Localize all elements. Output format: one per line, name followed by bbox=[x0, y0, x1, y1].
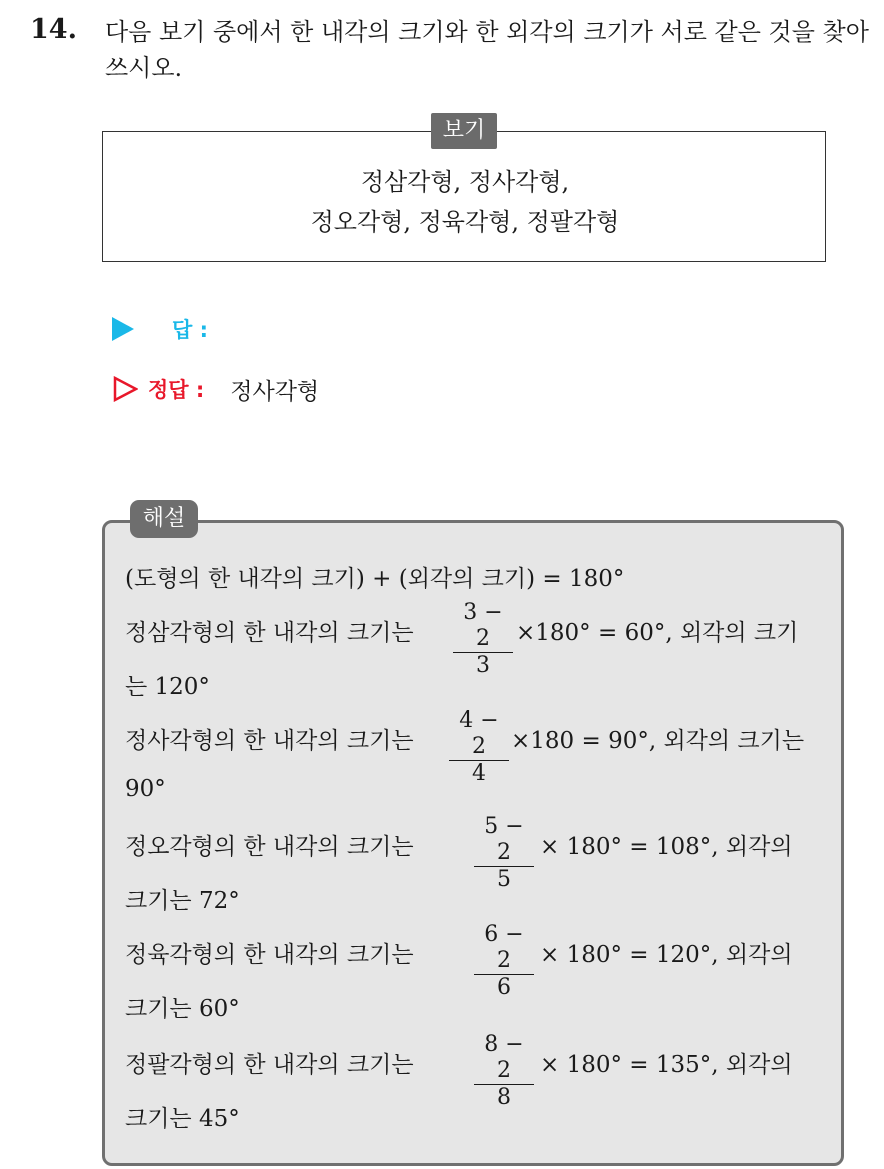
pentagon-continuation: 크기는 72° bbox=[125, 888, 240, 914]
fraction-denominator: 4 bbox=[449, 760, 509, 787]
bogi-label: 보기 bbox=[431, 113, 497, 149]
fraction-numerator: 8 − 2 bbox=[484, 1032, 524, 1083]
question-text: 다음 보기 중에서 한 내각의 크기와 한 외각의 크기가 서로 같은 것을 찾아 쓰시오. bbox=[105, 18, 869, 82]
fraction-numerator: 5 − 2 bbox=[484, 814, 524, 865]
bogi-line-2: 정오각형, 정육각형, 정팔각형 bbox=[310, 208, 620, 236]
square-continuation: 90° bbox=[125, 776, 166, 802]
triangle-pre: 정삼각형의 한 내각의 크기는 bbox=[125, 620, 414, 646]
octagon-post: × 180° = 135°, 외각의 bbox=[540, 1052, 793, 1078]
answer-label: 답 : bbox=[172, 318, 208, 342]
fraction-numerator: 3 − 2 bbox=[463, 600, 503, 651]
triangle-continuation: 는 120° bbox=[125, 674, 210, 700]
explanation-formula: (도형의 한 내각의 크기) + (외각의 크기) = 180° bbox=[125, 566, 625, 592]
question-number: 14. bbox=[30, 14, 77, 45]
fraction-denominator: 3 bbox=[453, 652, 513, 679]
fraction-denominator: 6 bbox=[474, 974, 534, 1001]
octagon-pre: 정팔각형의 한 내각의 크기는 bbox=[125, 1052, 414, 1078]
correct-answer-row bbox=[112, 372, 319, 406]
octagon-continuation: 크기는 45° bbox=[125, 1106, 240, 1132]
square-pre: 정사각형의 한 내각의 크기는 bbox=[125, 728, 414, 754]
triangle-fraction bbox=[453, 600, 513, 679]
pentagon-fraction bbox=[474, 814, 534, 893]
outline-triangle-icon bbox=[112, 376, 138, 402]
hexagon-pre: 정육각형의 한 내각의 크기는 bbox=[125, 942, 414, 968]
octagon-fraction bbox=[474, 1032, 534, 1111]
correct-answer-value: 정사각형 bbox=[230, 378, 320, 405]
hexagon-continuation: 크기는 60° bbox=[125, 996, 240, 1022]
pentagon-post: × 180° = 108°, 외각의 bbox=[540, 834, 793, 860]
fraction-denominator: 5 bbox=[474, 866, 534, 893]
fraction-denominator: 8 bbox=[474, 1084, 534, 1111]
hexagon-post: × 180° = 120°, 외각의 bbox=[540, 942, 793, 968]
play-triangle-icon bbox=[112, 317, 134, 341]
hexagon-fraction bbox=[474, 922, 534, 1001]
explanation-label: 해설 bbox=[130, 500, 198, 538]
square-fraction bbox=[449, 708, 509, 787]
bogi-box bbox=[102, 131, 826, 262]
pentagon-pre: 정오각형의 한 내각의 크기는 bbox=[125, 834, 414, 860]
answer-row bbox=[112, 312, 208, 346]
bogi-line-1: 정삼각형, 정사각형, bbox=[360, 168, 570, 196]
correct-answer-label: 정답 : bbox=[148, 378, 205, 402]
triangle-post: ×180° = 60°, 외각의 크기 bbox=[516, 620, 799, 646]
fraction-numerator: 6 − 2 bbox=[484, 922, 524, 973]
fraction-numerator: 4 − 2 bbox=[459, 708, 499, 759]
square-post: ×180 = 90°, 외각의 크기는 bbox=[511, 728, 805, 754]
